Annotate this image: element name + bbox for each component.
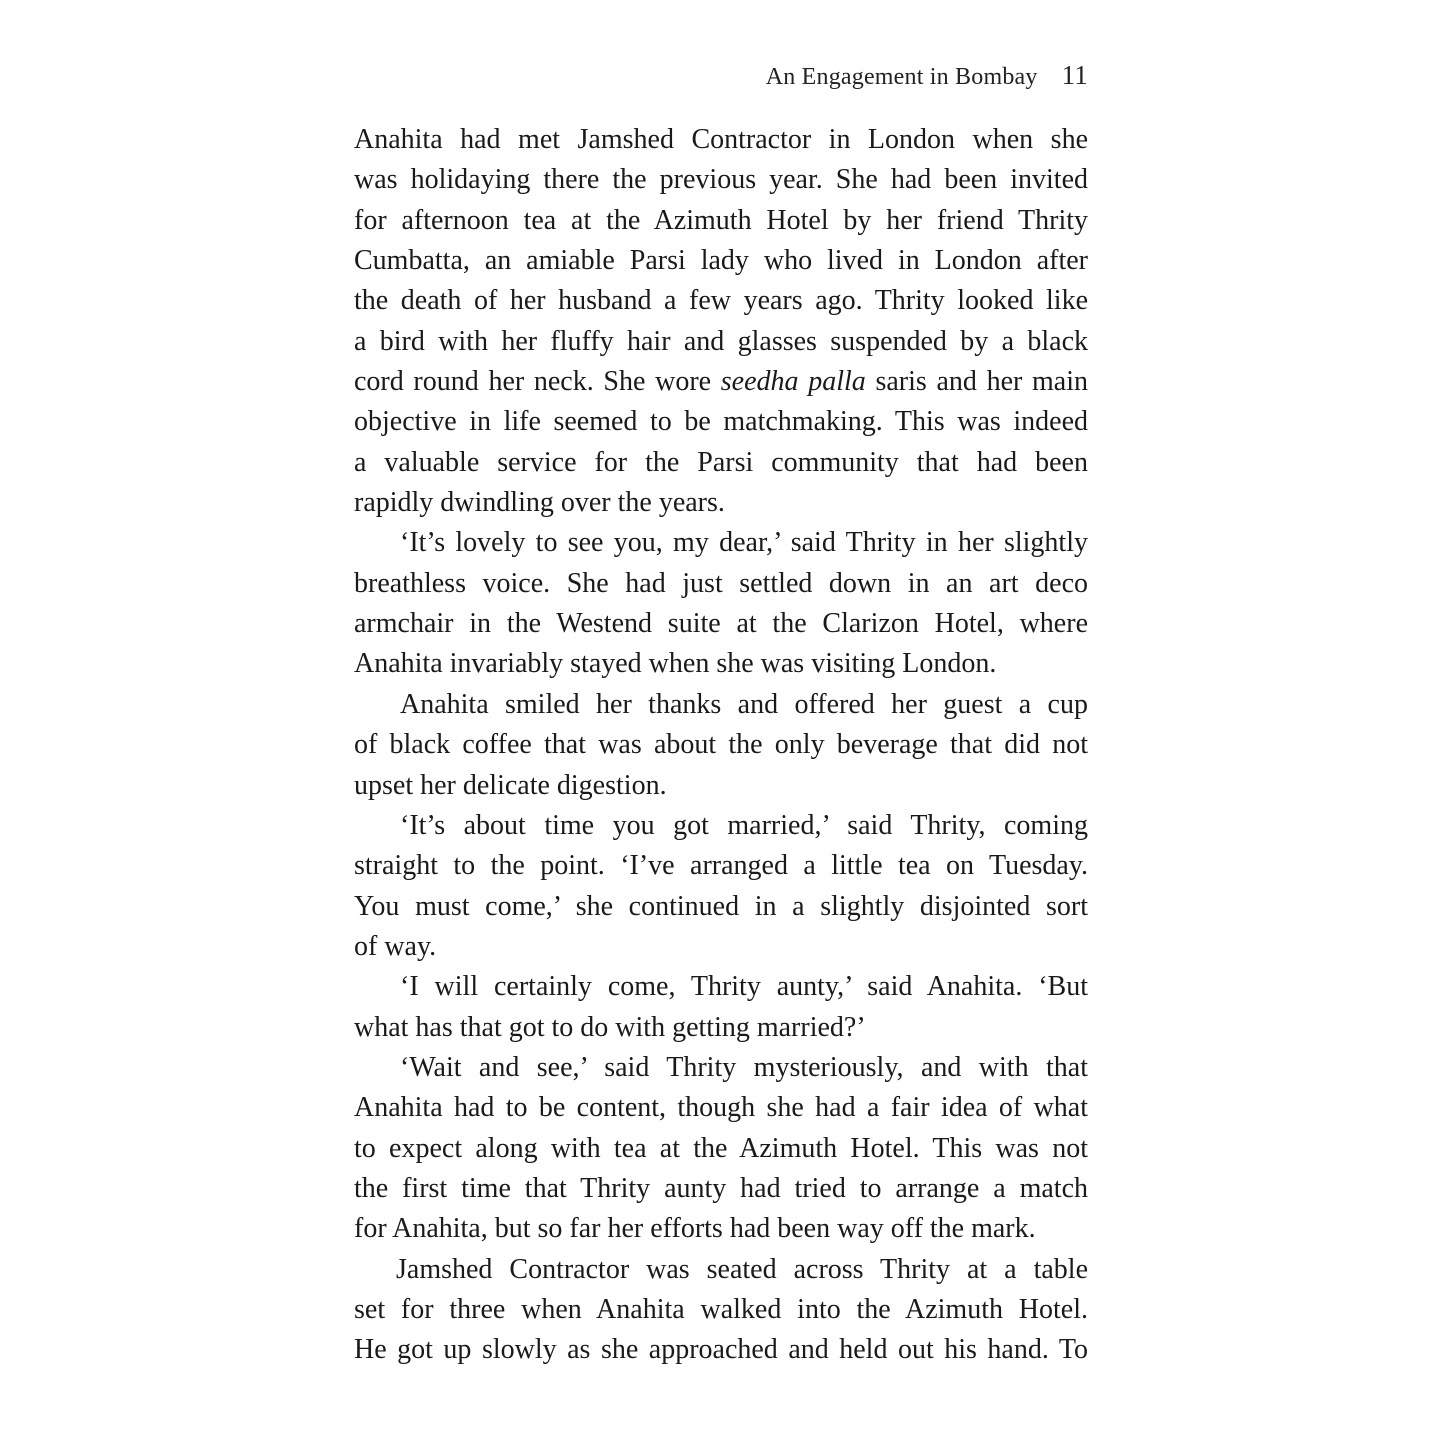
text-line: a valuable service for the Parsi community that had been — [354, 446, 1088, 478]
text-line: ‘It’s about time you got married,’ said Thrity, coming — [400, 809, 1088, 841]
text-line: what has that got to do with getting married?’ — [354, 1011, 866, 1043]
text-line: ‘I will certainly come, Thrity aunty,’ said Anahita. ‘But — [400, 971, 1088, 1003]
text-line: breathless voice. She had just settled down in an art deco — [354, 567, 1088, 599]
text-line: for Anahita, but so far her efforts had been way off the mark. — [354, 1213, 1036, 1245]
text-line: of way. — [354, 930, 437, 962]
text-line: a bird with her fluffy hair and glasses suspended by a black — [354, 325, 1088, 357]
text-line: to expect along with tea at the Azimuth Hotel. This was not — [354, 1132, 1088, 1164]
text-line: the death of her husband a few years ago. Thrity looked like — [354, 285, 1088, 317]
text-line: objective in life seemed to be matchmaking. This was indeed — [354, 406, 1088, 438]
text-line: armchair in the Westend suite at the Clarizon Hotel, where — [354, 608, 1088, 640]
text-line: Cumbatta, an amiable Parsi lady who lived in London after — [354, 245, 1088, 277]
text-line: straight to the point. ‘I’ve arranged a little tea on Tuesday. — [354, 850, 1088, 882]
text-line: for afternoon tea at the Azimuth Hotel by her friend Thrity — [354, 204, 1088, 236]
running-head — [354, 60, 1088, 96]
text-line-segment: saris and her main — [865, 366, 1088, 398]
text-line: ‘It’s lovely to see you, my dear,’ said Thrity in her slightly — [400, 527, 1088, 559]
text-line: Anahita invariably stayed when she was visiting London. — [354, 648, 997, 680]
page-number: 11 — [1061, 60, 1088, 90]
text-line — [354, 362, 1088, 402]
text-line: Jamshed Contractor was seated across Thrity at a table — [396, 1253, 1088, 1285]
text-line: set for three when Anahita walked into the Azimuth Hotel. — [354, 1293, 1088, 1325]
text-line: of black coffee that was about the only beverage that did not — [354, 729, 1088, 761]
text-line: was holidaying there the previous year. She had been invited — [354, 164, 1088, 196]
text-line: rapidly dwindling over the years. — [354, 487, 725, 519]
text-line: the first time that Thrity aunty had tried to arrange a match — [354, 1172, 1088, 1204]
italic-phrase: seedha palla — [720, 366, 866, 398]
text-line: ‘Wait and see,’ said Thrity mysteriously, and with that — [400, 1051, 1088, 1083]
text-line: upset her delicate digestion. — [354, 769, 667, 801]
body-text — [354, 120, 1088, 1371]
text-line-segment: cord round her neck. She wore — [354, 366, 721, 398]
text-line: Anahita had to be content, though she had a fair idea of what — [354, 1092, 1088, 1124]
text-line: Anahita had met Jamshed Contractor in London when she — [354, 124, 1088, 155]
running-head-title: An Engagement in Bombay — [765, 64, 1038, 90]
text-line: Anahita smiled her thanks and offered her guest a cup — [400, 688, 1088, 720]
text-line: You must come,’ she continued in a slightly disjointed sort — [354, 890, 1088, 922]
text-line: He got up slowly as she approached and held out his hand. To — [354, 1334, 1088, 1366]
